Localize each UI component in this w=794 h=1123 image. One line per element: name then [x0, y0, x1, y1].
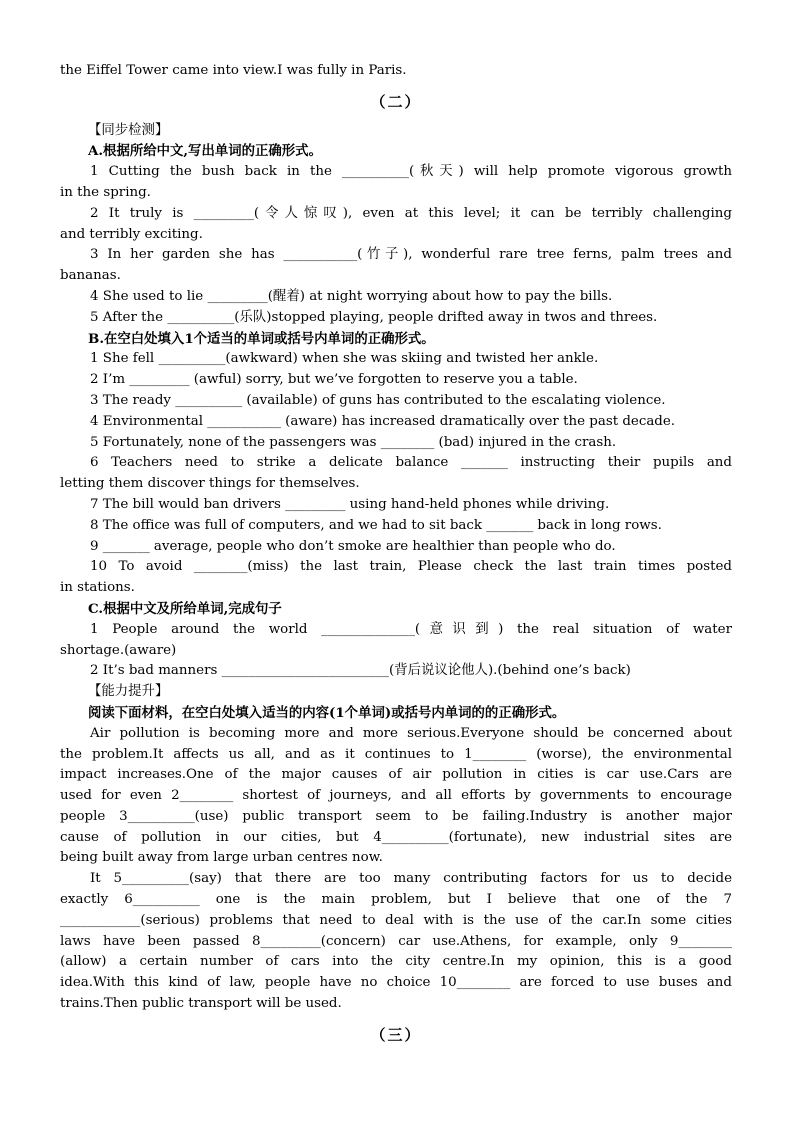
- part-c-line: 2 It’s bad manners _________________________(背后说议论他人).(behind one’s back): [90, 663, 631, 679]
- part-a-line: 4 She used to lie _________(醒着) at night worrying about how to pay the bills.: [90, 288, 613, 304]
- part-b-line: 5 Fortunately, none of the passengers was ________ (bad) injured in the crash.: [90, 434, 617, 450]
- reading-line: (allow) a certain number of cars into the city centre.In my opinion, this is a good: [60, 954, 732, 970]
- intro-line: the Eiffel Tower came into view.I was fully in Paris.: [60, 63, 407, 78]
- part-b-line: 6 Teachers need to strike a delicate balance _______ instructing their pupils and: [90, 455, 732, 471]
- reading-line: the problem.It affects us all, and as it continues to 1________ (worse), the environmental: [60, 746, 732, 762]
- part-a-line: 2 It truly is _________(令人惊叹), even at this level; it can be terribly challenging: [90, 205, 732, 221]
- part-a-line: bananas.: [60, 268, 121, 284]
- reading-line: exactly 6__________ one is the main problem, but I believe that one of the 7: [60, 892, 732, 908]
- part-b-line: 3 The ready __________ (available) of guns has contributed to the escalating violence.: [90, 392, 666, 408]
- part-b-heading: B.在空白处填入1个适当的单词或括号内单词的正确形式。: [88, 330, 435, 347]
- section-3-title: （三）: [370, 1025, 422, 1044]
- part-b-line: 2 I’m _________ (awful) sorry, but we’ve forgotten to reserve you a table.: [90, 372, 578, 388]
- part-c-line: shortage.(aware): [60, 642, 177, 658]
- part-a-line: 1 Cutting the bush back in the __________(秋天) will help promote vigorous growth: [90, 164, 732, 180]
- part-b-line: 1 She fell __________(awkward) when she was skiing and twisted her ankle.: [90, 351, 599, 367]
- part-b-line: 10 To avoid ________(miss) the last train, Please check the last train times posted: [90, 559, 732, 575]
- part-a-line: 3 In her garden she has ___________(竹子), wonderful rare tree ferns, palm trees and: [90, 247, 732, 263]
- reading-line: used for even 2________ shortest of journeys, and all efforts by governments to encourage: [60, 788, 732, 804]
- section-2-title: （二）: [370, 92, 422, 111]
- part-a-line: in the spring.: [60, 184, 151, 200]
- part-b-line: letting them discover things for themselves.: [60, 476, 360, 492]
- reading-line: ____________(serious) problems that need to deal with is the use of the car.In some cities: [60, 912, 732, 928]
- ability-label: 【能力提升】: [88, 684, 169, 700]
- reading-line: laws have been passed 8_________(concern) car use.Athens, for example, only 9________: [60, 933, 732, 949]
- reading-line: It 5__________(say) that there are too many contributing factors for us to decide: [90, 871, 732, 887]
- part-c-line: 1 People around the world ______________(意识到) the real situation of water: [90, 621, 732, 637]
- part-b-line: 8 The office was full of computers, and we had to sit back _______ back in long rows.: [90, 517, 662, 533]
- part-b-line: 4 Environmental ___________ (aware) has increased dramatically over the past decade.: [90, 413, 676, 429]
- part-b-line: 9 _______ average, people who don’t smoke are healthier than people who do.: [90, 538, 616, 554]
- part-a-line: 5 After the __________(乐队)stopped playing, people drifted away in twos and threes.: [90, 309, 658, 325]
- reading-line: being built away from large urban centres now.: [60, 850, 383, 866]
- reading-line: trains.Then public transport will be used.: [60, 996, 342, 1012]
- reading-line: people 3__________(use) public transport seem to be failing.Industry is another major: [60, 808, 732, 824]
- part-a-heading: A.根据所给中文,写出单词的正确形式。: [88, 143, 322, 160]
- part-b-line: 7 The bill would ban drivers _________ using hand-held phones while driving.: [90, 496, 610, 512]
- reading-line: cause of pollution in our cities, but 4__________(fortunate), new industrial sites are: [60, 829, 732, 845]
- part-c-heading: C.根据中文及所给单词,完成句子: [88, 600, 282, 617]
- reading-line: Air pollution is becoming more and more serious.Everyone should be concerned about: [90, 725, 732, 741]
- part-a-line: and terribly exciting.: [60, 226, 203, 242]
- reading-heading: 阅读下面材料，在空白处填入适当的内容(1个单词)或括号内单词的的正确形式。: [88, 704, 566, 721]
- sync-check-label: 【同步检测】: [88, 122, 169, 138]
- reading-line: impact increases.One of the major causes of air pollution in cities is car use.Cars are: [60, 767, 732, 783]
- part-b-line: in stations.: [60, 580, 135, 596]
- reading-line: idea.With this kind of law, people have no choice 10________ are forced to use buses and: [60, 975, 732, 991]
